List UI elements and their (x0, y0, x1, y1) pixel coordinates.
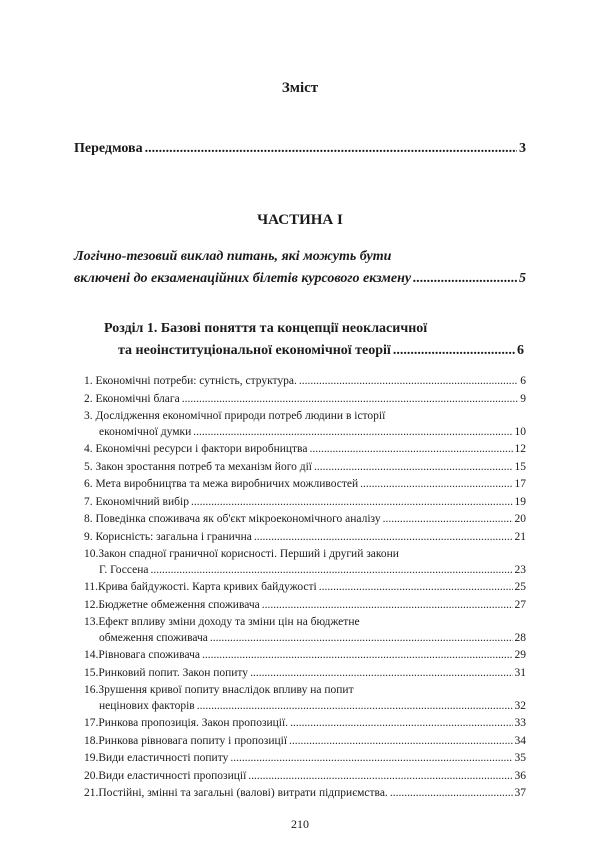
toc-entry-row (84, 460, 526, 476)
toc-entry-label: 5. Закон зростання потреб та механізм його дії (84, 460, 312, 473)
leader-dots (262, 598, 513, 614)
toc-entry-label: 9. Корисність: загальна і гранична (84, 530, 252, 543)
toc-entry-row (84, 769, 526, 785)
toc-entry-row (84, 563, 526, 579)
intro-line-2: включені до екзаменаційних білетів курсового екзмену (74, 271, 412, 286)
toc-entry-page: 5 (519, 271, 526, 286)
section-line-2: та неоінституціональної економічної теорії (118, 343, 391, 358)
toc-entry-page: 15 (514, 460, 526, 473)
toc-entry-label: 8. Поведінка споживача як об'єкт мікроекономічного аналізу (84, 513, 381, 525)
toc-entry-row (84, 442, 526, 458)
leader-dots (299, 374, 518, 390)
part-heading: ЧАСТИНА І (257, 212, 343, 228)
toc-entry[interactable] (84, 460, 526, 476)
toc-entry[interactable] (84, 615, 526, 646)
toc-entry[interactable] (84, 477, 526, 493)
toc-entry-page: 25 (514, 581, 526, 593)
toc-entry[interactable] (84, 512, 526, 528)
toc-entry-page: 27 (514, 598, 526, 611)
toc-entry-label: 1. Економічні потреби: сутність, структура. (84, 375, 297, 387)
toc-entry-page: 23 (514, 563, 526, 576)
toc-entry-label: 14.Рівновага споживача (84, 649, 201, 661)
toc-entry-row (84, 716, 526, 732)
toc-entry[interactable] (84, 409, 526, 440)
toc-entry-page: 17 (514, 478, 526, 490)
toc-entry[interactable] (84, 769, 526, 785)
leader-dots (319, 580, 513, 596)
leader-dots (230, 751, 512, 767)
toc-entry[interactable] (84, 374, 526, 390)
toc-entry-page: 29 (514, 649, 526, 661)
leader-dots (383, 512, 513, 528)
leader-dots (290, 716, 512, 732)
leader-dots (309, 442, 512, 458)
toc-entry[interactable] (84, 392, 526, 408)
leader-dots (151, 563, 513, 579)
leader-dots (145, 141, 517, 157)
toc-entry[interactable] (84, 547, 526, 578)
toc-entry-row (84, 512, 526, 528)
leader-dots (289, 734, 512, 750)
toc-entry-row (84, 631, 526, 647)
leader-dots (193, 425, 512, 441)
toc-entry-line: 10.Закон спадної граничної корисності. Перший і другий закони (84, 548, 399, 560)
leader-dots (182, 392, 519, 408)
toc-entry-row (84, 666, 526, 682)
toc-entry-label: 20.Види еластичності пропозиції (84, 769, 247, 782)
toc-entry-label: 11.Крива байдужості. Карта кривих байдужості (84, 581, 317, 593)
toc-entry-page: 9 (520, 392, 526, 405)
toc-entry[interactable] (84, 580, 526, 596)
toc-entry-intro[interactable] (74, 246, 526, 290)
toc-entry-line: 16.Зрушення кривої попиту внаслідок впливу на попит (84, 684, 354, 696)
toc-entry-page: 34 (514, 734, 526, 747)
toc-entry[interactable] (84, 648, 526, 664)
leader-dots (413, 268, 517, 290)
leader-dots (210, 631, 513, 647)
toc-entry-row (84, 734, 526, 750)
toc-entry-label: 17.Ринкова пропозиція. Закон пропозиції. (84, 717, 289, 729)
toc-entry-page: 20 (514, 513, 526, 525)
leader-dots (314, 460, 513, 476)
toc-entry-label: 18.Ринкова рівновага попиту і пропозиції (84, 734, 288, 747)
toc-entry-page: 37 (514, 787, 526, 799)
toc-entry-page: 35 (514, 752, 526, 764)
leader-dots (191, 495, 513, 511)
toc-entry-row (84, 598, 526, 614)
toc-entry[interactable] (84, 683, 526, 714)
toc-entry-page: 12 (514, 443, 526, 455)
toc-entry[interactable] (84, 495, 526, 511)
toc-entry-label: 7. Економічний вибір (84, 495, 189, 508)
leader-dots (360, 477, 512, 493)
toc-entry-page: 6 (520, 375, 526, 387)
toc-entry[interactable] (84, 751, 526, 767)
toc-entry[interactable] (84, 442, 526, 458)
toc-entry-row (84, 751, 526, 767)
toc-entry-row (84, 530, 526, 546)
toc-entry-label: економічної думки (99, 425, 192, 438)
toc-entry-label: 12.Бюджетне обмеження споживача (84, 598, 260, 611)
leader-dots (248, 769, 512, 785)
toc-entry-page: 32 (514, 699, 526, 712)
toc-entry-row (84, 425, 526, 441)
toc-entry-label: Г. Госсена (99, 563, 149, 576)
toc-entry-label: 6. Мета виробництва та межа виробничих можливостей (84, 478, 359, 490)
toc-entry[interactable] (84, 666, 526, 682)
toc-entry[interactable] (84, 598, 526, 614)
toc-entry-page: 36 (514, 769, 526, 782)
leader-dots (250, 666, 512, 682)
toc-entry-row (84, 374, 526, 390)
toc-entry-page: 21 (514, 530, 526, 543)
toc-entry-row (84, 786, 526, 802)
page-number: 210 (291, 817, 309, 831)
toc-entry-page: 3 (519, 141, 526, 156)
intro-line-2-row (74, 268, 526, 290)
toc-entry-row (84, 580, 526, 596)
toc-entry-label: нецінових факторів (99, 699, 195, 712)
section-line-1: Розділ 1. Базові поняття та концепції неокласичної (104, 321, 428, 336)
toc-entry-label: Передмова (74, 141, 143, 156)
toc-entry-page: 19 (514, 495, 526, 508)
intro-line-1: Логічно-тезовий виклад питань, які можуть бути (74, 249, 392, 264)
section-line-2-row (104, 340, 524, 362)
page-title: Зміст (281, 80, 319, 96)
toc-entry-label: 2. Економічні блага (84, 392, 180, 405)
toc-entry-row (84, 495, 526, 511)
leader-dots (197, 699, 513, 715)
toc-entry-page: 10 (514, 425, 526, 438)
toc-entry-preface[interactable] (74, 141, 526, 157)
toc-entry[interactable] (84, 530, 526, 546)
toc-entry-label: 19.Види еластичності попиту (84, 752, 229, 764)
toc-entry-line: 13.Ефект впливу зміни доходу та зміни цін на бюджетне (84, 616, 360, 628)
toc-entry[interactable] (84, 716, 526, 732)
toc-entry-row (84, 648, 526, 664)
leader-dots (202, 648, 512, 664)
toc-entry-page: 28 (514, 631, 526, 644)
leader-dots (254, 530, 513, 546)
toc-entry-row (84, 392, 526, 408)
toc-entry[interactable] (84, 786, 526, 802)
toc-entry-page: 6 (517, 343, 524, 358)
toc-entry-page: 31 (514, 666, 526, 679)
toc-entry-line: 3. Дослідження економічної природи потреб людини в історії (84, 410, 386, 422)
toc-entry-page: 33 (514, 717, 526, 729)
toc-entry[interactable] (84, 734, 526, 750)
toc-entry-label: 4. Економічні ресурси і фактори виробництва (84, 443, 308, 455)
toc-entry-label: 15.Ринковий попит. Закон попиту (84, 666, 249, 679)
toc-list (84, 374, 526, 804)
toc-entry-label: 21.Постійні, змінні та загальні (валові) витрати підприємства. (84, 787, 388, 799)
toc-entry-label: обмеження споживача (99, 631, 208, 644)
leader-dots (393, 340, 515, 362)
leader-dots (390, 786, 513, 802)
toc-entry-row (84, 477, 526, 493)
toc-entry-row (84, 699, 526, 715)
toc-entry-section-1[interactable] (104, 318, 524, 362)
